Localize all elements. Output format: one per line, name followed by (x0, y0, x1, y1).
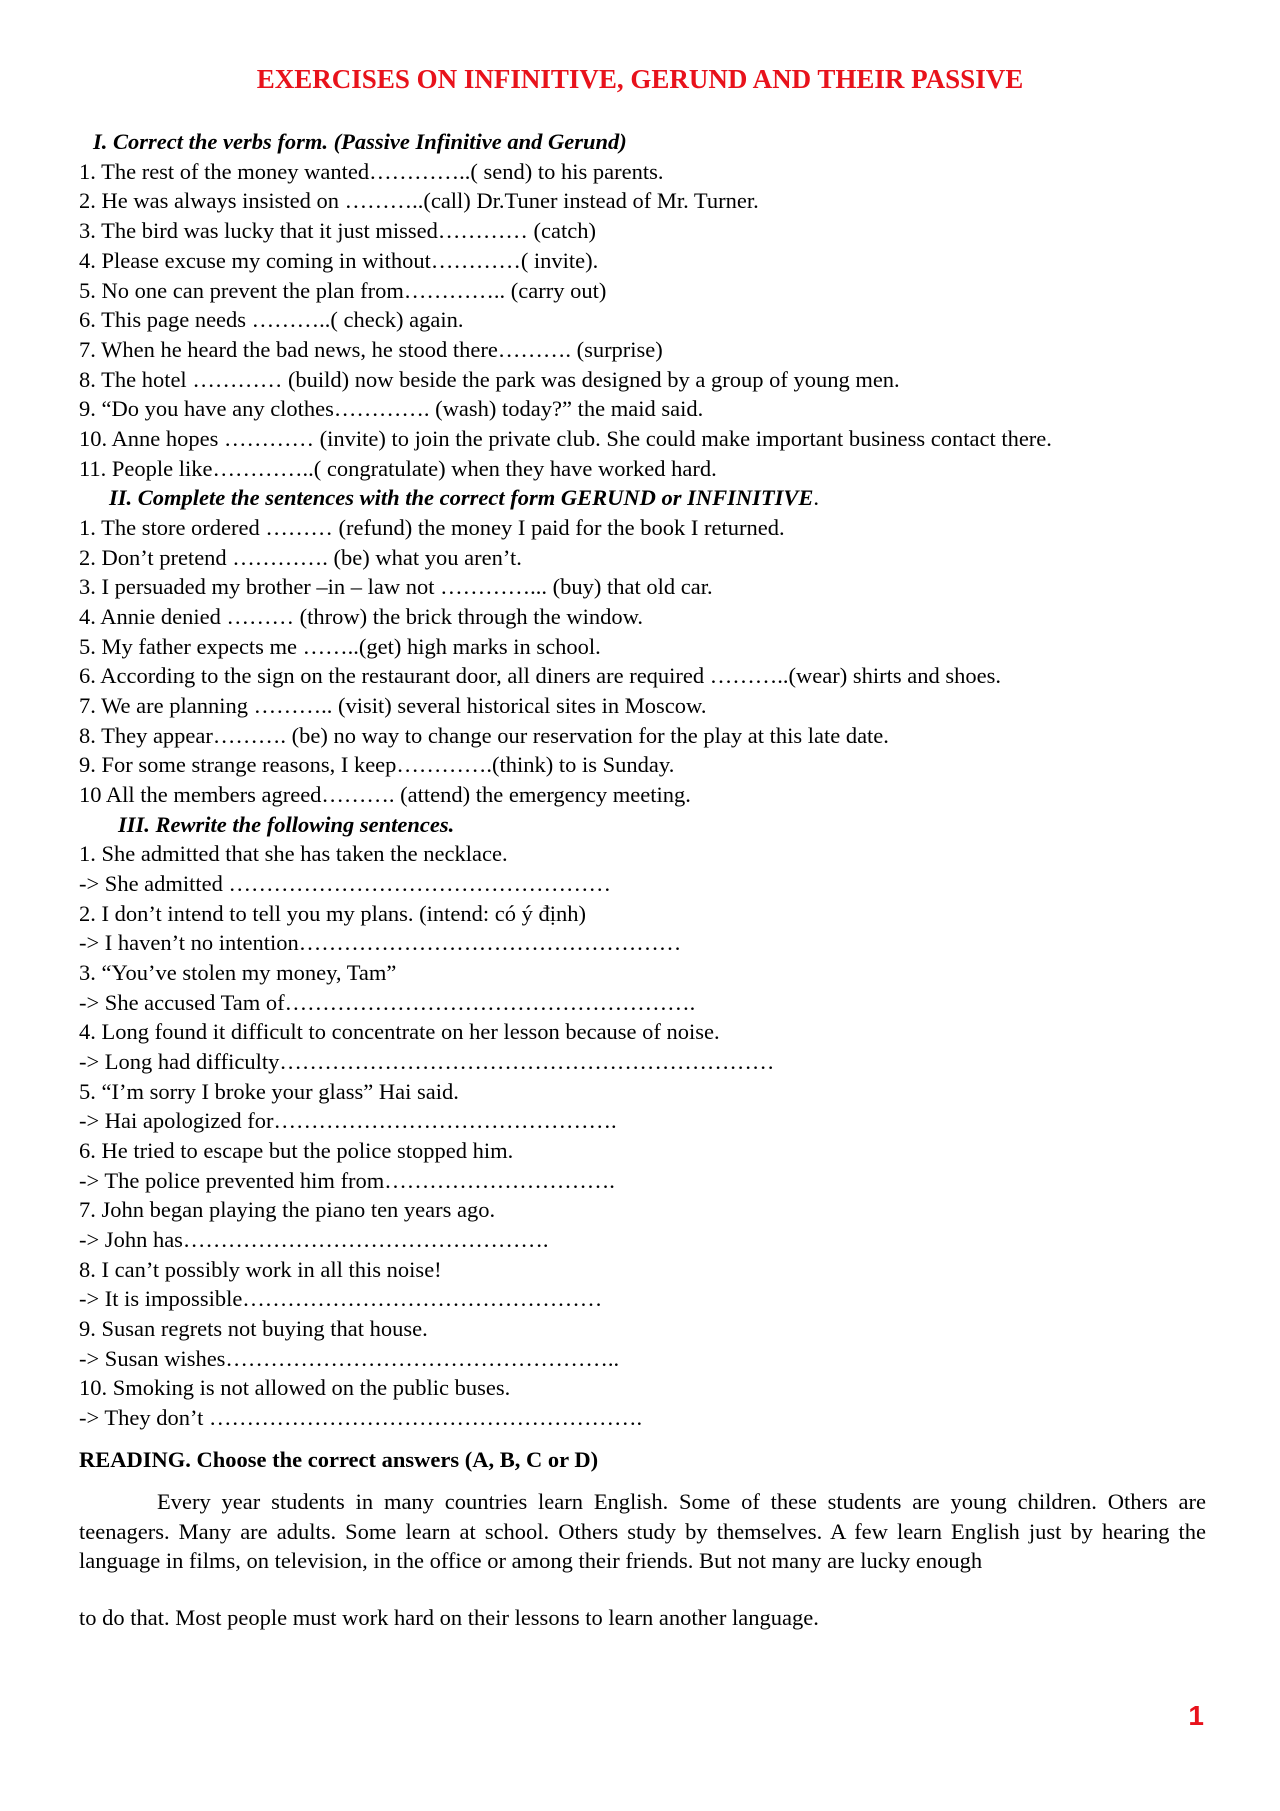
list-item: 7. John began playing the piano ten years ago. (79, 1197, 496, 1222)
list-item: 10. Smoking is not allowed on the public buses. (79, 1375, 511, 1400)
list-item: 2. He was always insisted on ………..(call) Dr.Tuner instead of Mr. Turner. (79, 188, 759, 213)
section-3-heading: III. Rewrite the following sentences. (118, 812, 455, 837)
list-item: 1. The store ordered ……… (refund) the money I paid for the book I returned. (79, 515, 785, 540)
list-item: -> John has…………………………………………. (79, 1227, 549, 1252)
section-1-heading: I. Correct the verbs form. (Passive Infinitive and Gerund) (93, 129, 627, 154)
reading-paragraph-continued: to do that. Most people must work hard on their lessons to learn another language. (79, 1605, 819, 1630)
list-item: 9. “Do you have any clothes…………. (wash) today?” the maid said. (79, 396, 704, 421)
list-item: 7. We are planning ……….. (visit) several historical sites in Moscow. (79, 693, 707, 718)
list-item: 6. He tried to escape but the police stopped him. (79, 1138, 514, 1163)
list-item: 9. Susan regrets not buying that house. (79, 1316, 428, 1341)
list-item: -> Susan wishes…………………………………………….. (79, 1346, 620, 1371)
list-item: 5. “I’m sorry I broke your glass” Hai said. (79, 1079, 459, 1104)
list-item: -> She accused Tam of………………………………………………. (79, 990, 696, 1015)
list-item: -> I haven’t no intention…………………………………………… (79, 930, 682, 955)
list-item: -> It is impossible………………………………………… (79, 1286, 603, 1311)
page-number: 1 (1188, 1700, 1204, 1731)
list-item: 8. I can’t possibly work in all this noise! (79, 1257, 442, 1282)
list-item: 7. When he heard the bad news, he stood there………. (surprise) (79, 337, 663, 362)
section-2-heading (109, 485, 819, 511)
list-item: 3. The bird was lucky that it just missed………… (catch) (79, 218, 596, 243)
list-item: -> They don’t …………………………………………………. (79, 1405, 643, 1430)
list-item: 3. I persuaded my brother –in – law not …………... (buy) that old car. (79, 574, 713, 599)
page-title: EXERCISES ON INFINITIVE, GERUND AND THEIR PASSIVE (256, 64, 1024, 94)
list-item: 6. According to the sign on the restaurant door, all diners are required ………..(wear) shirts and shoes. (79, 663, 1001, 688)
list-item: 4. Please excuse my coming in without…………( invite). (79, 248, 599, 273)
list-item: 2. I don’t intend to tell you my plans. (intend: có ý định) (79, 901, 587, 926)
list-item: -> She admitted …………………………………………… (79, 871, 612, 896)
list-item: -> The police prevented him from…………………………. (79, 1168, 615, 1193)
section-2-heading-end: . (813, 485, 820, 510)
list-item: 10 All the members agreed………. (attend) the emergency meeting. (79, 782, 691, 807)
list-item: 11. People like…………..( congratulate) when they have worked hard. (79, 456, 717, 481)
list-item: 3. “You’ve stolen my money, Tam” (79, 960, 397, 985)
list-item: -> Long had difficulty………………………………………………………… (79, 1049, 775, 1074)
list-item: 4. Annie denied ……… (throw) the brick through the window. (79, 604, 644, 629)
reading-heading: READING. Choose the correct answers (A, B, C or D) (79, 1447, 599, 1472)
list-item: -> Hai apologized for………………………………………. (79, 1108, 617, 1133)
list-item: 1. The rest of the money wanted…………..( send) to his parents. (79, 159, 664, 184)
list-item: 9. For some strange reasons, I keep………….(think) to is Sunday. (79, 752, 675, 777)
list-item: 5. No one can prevent the plan from………….. (carry out) (79, 278, 607, 303)
list-item: 2. Don’t pretend …………. (be) what you aren’t. (79, 545, 522, 570)
list-item: 10. Anne hopes ………… (invite) to join the private club. She could make important business contact there. (79, 426, 1052, 451)
list-item: 6. This page needs ………..( check) again. (79, 307, 464, 332)
section-2-heading-text: II. Complete the sentences with the correct form GERUND or INFINITIVE (109, 485, 814, 510)
list-item: 8. They appear………. (be) no way to change our reservation for the play at this late date. (79, 723, 889, 748)
reading-paragraph: Every year students in many countries learn English. Some of these students are young children. Others are teenagers. Many are adults. Some learn at school. Others study by themselves. A few learn English just by hearing the language in films, on television, in the office or among their friends. But not many are lucky enough (79, 1489, 1206, 1573)
list-item: 5. My father expects me ……..(get) high marks in school. (79, 634, 601, 659)
list-item: 1. She admitted that she has taken the necklace. (79, 841, 508, 866)
list-item: 8. The hotel ………… (build) now beside the park was designed by a group of young men. (79, 367, 900, 392)
list-item: 4. Long found it difficult to concentrate on her lesson because of noise. (79, 1019, 720, 1044)
